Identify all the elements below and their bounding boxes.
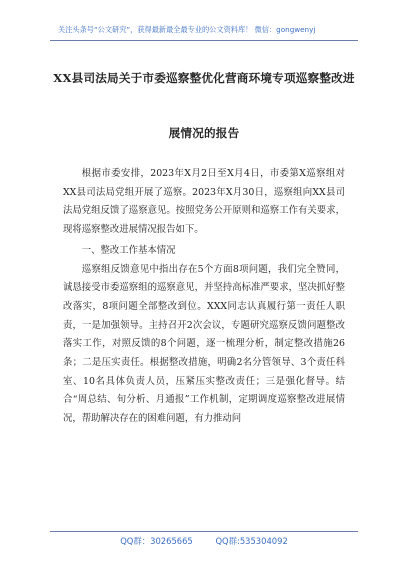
footer-divider bbox=[50, 531, 358, 532]
document-title-line2: 展情况的报告 bbox=[168, 126, 240, 140]
paragraph-intro: 根据市委安排，2023年X月2日至X月4日，市委第X巡察组对XX县司法局党组开展了巡察。2023年X月30日，巡察组向XX县司法局党组反馈了巡察意见。按照党务公开原则和巡察工作有关要求，现将巡察整改进展情况报告如下。 bbox=[63, 168, 345, 236]
header-divider bbox=[50, 40, 358, 41]
header-notice: 关注头条号“公文研究”，获得最新最全最专业的公文资料库！ 微信：gongwenyj bbox=[58, 25, 316, 34]
section-heading: 一、整改工作基本情况 bbox=[81, 244, 176, 256]
document-title-line1: XX县司法局关于市委巡察整优化营商环境专项巡察整改进 bbox=[53, 71, 355, 85]
footer-qq-group-1: QQ群：30265665 bbox=[120, 536, 193, 546]
paragraph-rectification: 巡察组反馈意见中指出存在5个方面8项问题，我们完全赞同，诚恳接受市委巡察组的巡察意见，并坚持高标准严要求，坚决抓好整改落实，8项问题全部整改到位。XXX同志认真履行第一责任人职责，一是加强领导。主持召开2次会议，专题研究巡察反馈问题整改落实工作，对照反馈的8个问题，逐一梳理分析，制定整改措施26条；二是压实责任。根据整改措施，明确2名分管领导、3个责任科室、10名具体负责人员，压紧压实整改责任；三是强化督导。结合“周总结、旬分析、月通报”工作机制，定期调度巡察整改进展情况，帮助解决存在的困难问题，有力推动问 bbox=[63, 263, 345, 425]
footer-qq-group-2: QQ群:535304092 bbox=[215, 536, 288, 546]
document-body bbox=[63, 165, 345, 429]
footer bbox=[0, 535, 408, 547]
